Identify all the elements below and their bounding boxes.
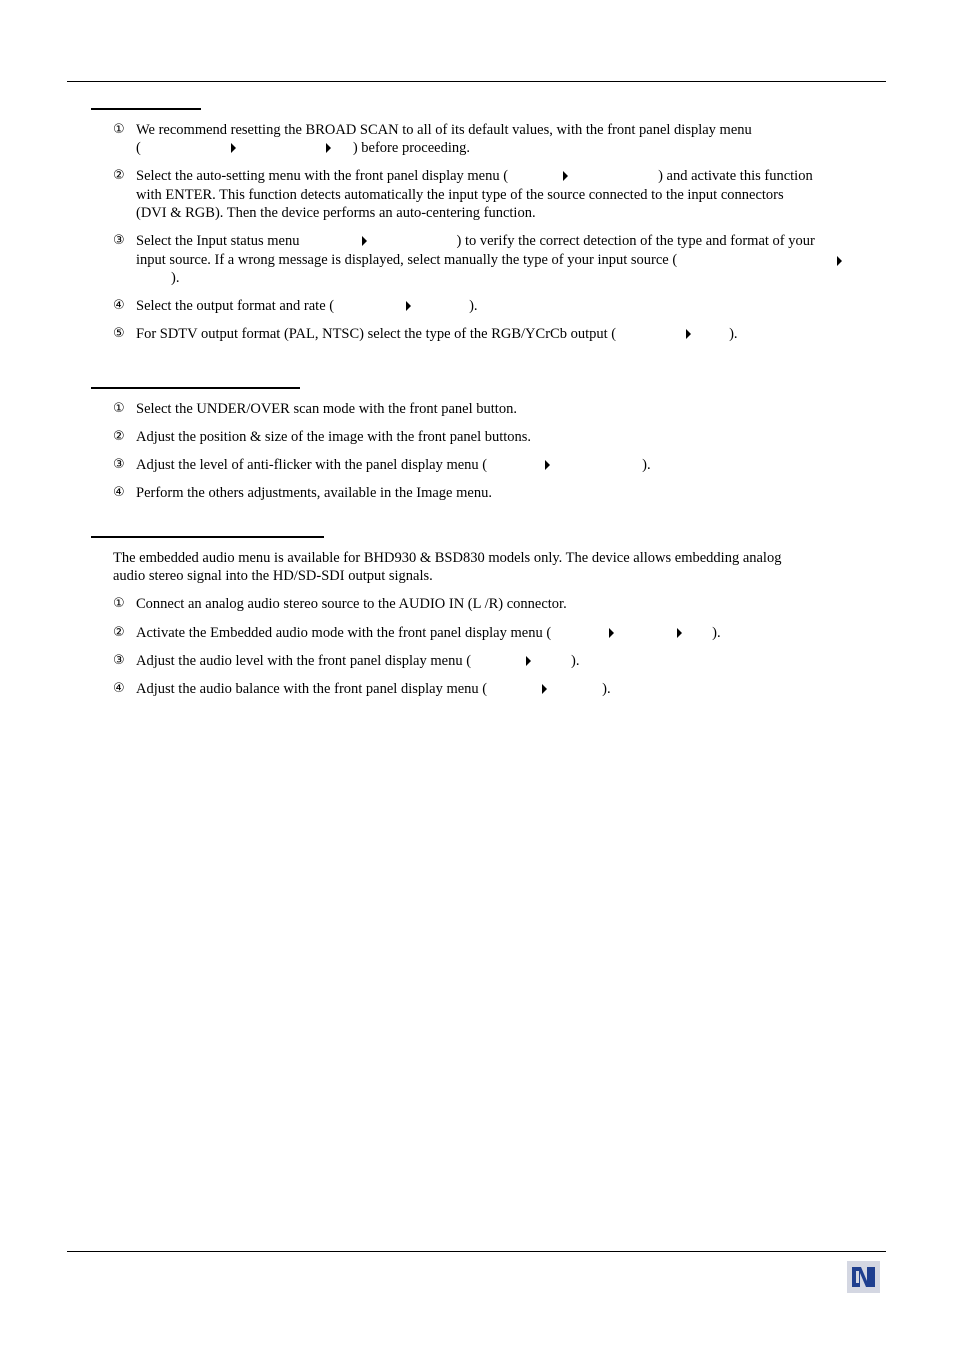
step-marker: ④ — [113, 298, 125, 313]
right-triangle-icon — [362, 236, 367, 246]
section1-step2-line2: with ENTER. This function detects automatically the input type of the source connected to the input connectors — [136, 187, 784, 203]
section1-step3-line1: Select the Input status menu ) to verify the correct detection of the type and format of your — [136, 233, 815, 249]
company-logo — [847, 1261, 880, 1293]
step-marker: ② — [113, 625, 125, 640]
right-triangle-icon — [542, 684, 547, 694]
section3-step1: Connect an analog audio stereo source to the AUDIO IN (L /R) connector. — [136, 596, 567, 612]
step-marker: ② — [113, 429, 125, 444]
section2-heading-underline — [91, 387, 300, 389]
step-marker: ① — [113, 596, 125, 611]
section1-step1-line2: ( ) before proceeding. — [136, 140, 470, 156]
step-marker: ③ — [113, 457, 125, 472]
section3-step3: Adjust the audio level with the front panel display menu ( ). — [136, 653, 580, 669]
step-marker: ① — [113, 401, 125, 416]
right-triangle-icon — [686, 329, 691, 339]
section1-step5: For SDTV output format (PAL, NTSC) select the type of the RGB/YCrCb output ( ). — [136, 326, 738, 342]
logo-mark-icon — [847, 1261, 880, 1293]
step-marker: ④ — [113, 681, 125, 696]
section3-heading-underline — [91, 536, 324, 538]
header-rule — [67, 81, 886, 82]
step-marker: ⑤ — [113, 326, 125, 341]
footer-rule — [67, 1251, 886, 1252]
section3-intro-line1: The embedded audio menu is available for BHD930 & BSD830 models only. The device allows embedding analog — [113, 550, 782, 566]
step-marker: ① — [113, 122, 125, 137]
section1-step2-line1: Select the auto-setting menu with the front panel display menu ( ) and activate this function — [136, 168, 813, 184]
section1-step4: Select the output format and rate ( ). — [136, 298, 478, 314]
section3-step2: Activate the Embedded audio mode with the front panel display menu ( ). — [136, 625, 721, 641]
section1-step1-line1: We recommend resetting the BROAD SCAN to all of its default values, with the front panel display menu — [136, 122, 752, 138]
right-triangle-icon — [563, 171, 568, 181]
step-marker: ② — [113, 168, 125, 183]
section2-step4: Perform the others adjustments, available in the Image menu. — [136, 485, 492, 501]
right-triangle-icon — [231, 143, 236, 153]
step-marker: ④ — [113, 485, 125, 500]
section3-step4: Adjust the audio balance with the front panel display menu ( ). — [136, 681, 611, 697]
section1-step3-line3: ). — [171, 270, 180, 286]
right-triangle-icon — [837, 256, 842, 266]
section1-step3-line2: input source. If a wrong message is displayed, select manually the type of your input source ( — [136, 252, 678, 268]
right-triangle-icon — [406, 301, 411, 311]
section2-step3: Adjust the level of anti-flicker with the panel display menu ( ). — [136, 457, 651, 473]
section2-step1: Select the UNDER/OVER scan mode with the front panel button. — [136, 401, 517, 417]
right-triangle-icon — [526, 656, 531, 666]
right-triangle-icon — [677, 628, 682, 638]
step-marker: ③ — [113, 233, 125, 248]
right-triangle-icon — [326, 143, 331, 153]
right-triangle-icon — [609, 628, 614, 638]
section1-step2-line3: (DVI & RGB). Then the device performs an auto-centering function. — [136, 205, 536, 221]
step-marker: ③ — [113, 653, 125, 668]
section2-step2: Adjust the position & size of the image with the front panel buttons. — [136, 429, 532, 445]
right-triangle-icon — [545, 460, 550, 470]
section3-intro-line2: audio stereo signal into the HD/SD-SDI output signals. — [113, 568, 433, 584]
section1-heading-underline — [91, 108, 201, 110]
